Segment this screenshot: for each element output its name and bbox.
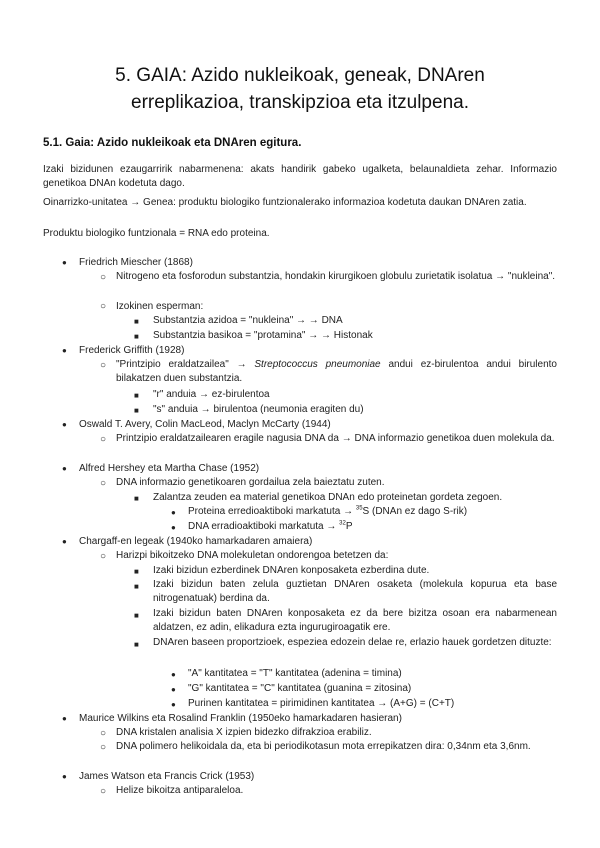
document-title xyxy=(40,62,560,116)
item-avery-a: Printzipio eraldatzailearen eragile nagusia DNA da → DNA informazio genetikoa duen molekula da. xyxy=(116,433,555,444)
item-griffith-a2: "s" anduia → birulentoa (neumonia eragiten du) xyxy=(153,404,364,415)
item-chargaff-a: Harizpi bikoitzeko DNA molekuletan ondorengoa betetzen da: xyxy=(116,550,389,561)
bullet-l1: ● xyxy=(62,537,67,546)
item-chargaff-a1: Izaki bizidun ezberdinek DNAren konposaketa ezberdina dute. xyxy=(153,565,430,576)
item-watson: James Watson eta Francis Crick (1953) xyxy=(79,771,255,782)
title-line-2: erreplikazioa, transkipzioa eta itzulpena. xyxy=(131,92,469,113)
item-watson-a: Helize bikoitza antiparaleloa. xyxy=(116,785,244,796)
bullet-l4: ● xyxy=(171,670,176,679)
item-hershey-a: DNA informazio genetikoaren gordailua zela baieztatu zuten. xyxy=(116,477,385,488)
item-hershey-a1: Zalantza zeuden ea material genetikoa DNAn edo proteinetan gordeta zegoen. xyxy=(153,492,503,503)
species-name: Streptococcus pneumoniae xyxy=(254,359,381,370)
bullet-l2: ○ xyxy=(100,786,107,797)
item-griffith: Frederick Griffith (1928) xyxy=(79,345,185,356)
bullet-l3: ■ xyxy=(134,567,139,576)
item-miescher: Friedrich Miescher (1868) xyxy=(79,257,193,268)
item-chargaff-a2: Izaki bizidun baten zelula guztietan DNAren osaketa (molekula kopurua eta base nitrogenatuak) berdina da. xyxy=(153,579,557,604)
bullet-l3: ■ xyxy=(134,611,139,620)
bullet-l1: ● xyxy=(62,464,67,473)
bullet-l1: ● xyxy=(62,420,67,429)
item-griffith-a1: "r" anduia → ez-birulentoa xyxy=(153,389,270,400)
item-hershey-a1b: DNA erradioaktiboki markatuta → $^{32}$P xyxy=(188,520,353,532)
item-chargaff-a4: DNAren baseen proportzioek, espeziea edozein delae re, erlazio hauek gordetzen dituzte: xyxy=(153,637,552,648)
intro-paragraph-3: Produktu biologiko funtzionala = RNA edo proteina. xyxy=(43,228,270,239)
bullet-l1: ● xyxy=(62,714,67,723)
item-chargaff-a3: Izaki bizidun baten DNAren konposaketa ez da bere bizitza osoan era nabarmenean aldatzen, ez adin, elikadura ezta ingurugiroagatik ere. xyxy=(153,608,557,633)
item-griffith-a: "Printzipio eraldatzailea" → Streptococcus pneumoniae andui ez-birulentoa andui birulento bilakatzen duen substantzia. xyxy=(116,359,557,384)
bullet-l4: ● xyxy=(171,685,176,694)
item-miescher-a: Nitrogeno eta fosforodun substantzia, hondakin kirurgikoen globulu zurietatik isolatua → "nukleina". xyxy=(116,271,556,282)
bullet-l4: ● xyxy=(171,523,176,532)
item-wilkins: Maurice Wilkins eta Rosalind Franklin (1950eko hamarkadaren hasieran) xyxy=(79,713,402,724)
bullet-l2: ○ xyxy=(100,272,107,283)
bullet-l2: ○ xyxy=(100,742,107,753)
title-line-1: 5. GAIA: Azido nukleikoak, geneak, DNAren xyxy=(115,65,485,86)
item-chargaff-a4a: "A" kantitatea = "T" kantitatea (adenina = timina) xyxy=(188,668,402,679)
bullet-l4: ● xyxy=(171,508,176,517)
item-wilkins-a: DNA kristalen analisia X izpien bidezko difrakzioa erabiliz. xyxy=(116,727,372,738)
section-heading: 5.1. Gaia: Azido nukleikoak eta DNAren egitura. xyxy=(43,137,302,149)
bullet-l3: ■ xyxy=(134,391,139,400)
item-chargaff: Chargaff-en legeak (1940ko hamarkadaren amaiera) xyxy=(79,536,313,547)
bullet-l1: ● xyxy=(62,258,67,267)
bullet-l3: ■ xyxy=(134,332,139,341)
bullet-l2: ○ xyxy=(100,434,107,445)
item-chargaff-a4c: Purinen kantitatea = pirimidinen kantitatea → (A+G) = (C+T) xyxy=(188,698,455,709)
bullet-l3: ■ xyxy=(134,406,139,415)
bullet-l2: ○ xyxy=(100,478,107,489)
bullet-l3: ■ xyxy=(134,494,139,503)
bullet-l2: ○ xyxy=(100,551,107,562)
bullet-l2: ○ xyxy=(100,301,107,312)
bullet-l2: ○ xyxy=(100,728,107,739)
item-wilkins-b: DNA polimero helikoidala da, eta bi periodikotasun mota errepikatzen dira: 0,34nm eta 3,6nm. xyxy=(116,741,531,752)
item-chargaff-a4b: "G" kantitatea = "C" kantitatea (guanina = zitosina) xyxy=(188,683,412,694)
bullet-l3: ■ xyxy=(134,582,139,591)
item-avery: Oswald T. Avery, Colin MacLeod, Maclyn McCarty (1944) xyxy=(79,419,331,430)
item-hershey: Alfred Hershey eta Martha Chase (1952) xyxy=(79,463,260,474)
bullet-l3: ■ xyxy=(134,640,139,649)
intro-paragraph-1: Izaki bizidunen ezaugarririk nabarmenena: akats handirik gabeko ugalketa, belaunaldieta zehar. Informazio genetikoa DNAn kodetuta dago. xyxy=(43,164,557,189)
item-miescher-b1: Substantzia azidoa = "nukleina" → → DNA xyxy=(153,315,343,326)
bullet-l2: ○ xyxy=(100,360,107,371)
bullet-l1: ● xyxy=(62,346,67,355)
intro-paragraph-2: Oinarrizko-unitatea → Genea: produktu biologiko funtzionalerako informazioa kodetuta daukan DNAren zatia. xyxy=(43,197,527,208)
bullet-l1: ● xyxy=(62,772,67,781)
item-miescher-b2: Substantzia basikoa = "protamina" → → Histonak xyxy=(153,330,373,341)
item-hershey-a1a: Proteina erredioaktiboki markatuta → $^{35}$S (DNAn ez dago S-rik) xyxy=(188,505,468,517)
item-miescher-b: Izokinen esperman: xyxy=(116,301,204,312)
bullet-l3: ■ xyxy=(134,317,139,326)
bullet-l4: ● xyxy=(171,700,176,709)
